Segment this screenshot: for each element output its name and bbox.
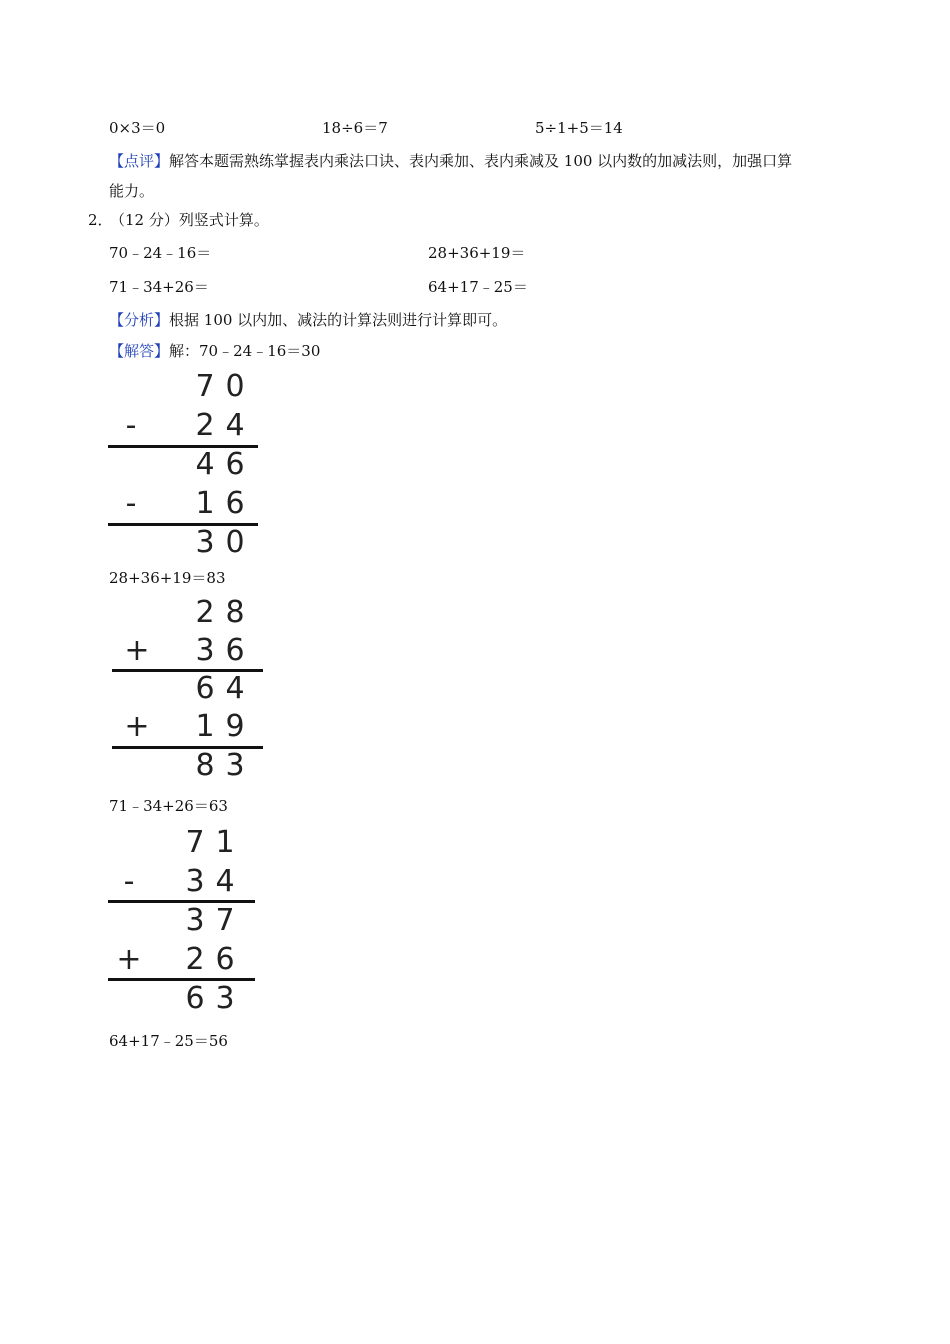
digit: 3 xyxy=(185,903,205,938)
question-item-2: 28+36+19＝ xyxy=(428,244,526,262)
digit: 1 xyxy=(195,486,215,521)
digit: 1 xyxy=(215,825,235,860)
comment-paragraph xyxy=(109,151,792,171)
digit: 8 xyxy=(195,748,215,783)
digit: 3 xyxy=(195,633,215,668)
answer-paragraph xyxy=(109,341,320,361)
digit: 4 xyxy=(225,671,245,706)
equation-18div6: 18÷6＝7 xyxy=(322,119,388,137)
comment-text-line1: 解答本题需熟练掌握表内乘法口诀、表内乘加、表内乘减及 100 以内数的加减法则，加强口算 xyxy=(169,152,793,170)
digit: 6 xyxy=(225,486,245,521)
question-item-1: 70﹣24﹣16＝ xyxy=(109,244,212,262)
digit: 6 xyxy=(195,671,215,706)
plus-sign: + xyxy=(116,942,142,977)
answer-tag: 【解答】 xyxy=(109,342,170,360)
analysis-text: 根据 100 以内加、减法的计算法则进行计算即可。 xyxy=(169,311,508,329)
digit: 4 xyxy=(195,447,215,482)
digit: 9 xyxy=(225,709,245,744)
comment-tag: 【点评】 xyxy=(109,152,170,170)
digit: 3 xyxy=(215,981,235,1016)
plus-sign: + xyxy=(124,709,150,744)
plus-sign: + xyxy=(124,633,150,668)
minus-sign: - xyxy=(123,864,135,899)
equation-result-4: 64+17﹣25＝56 xyxy=(109,1032,228,1050)
digit: 7 xyxy=(215,903,235,938)
digit: 6 xyxy=(225,447,245,482)
digit: 6 xyxy=(215,942,235,977)
question-item-3: 71﹣34+26＝ xyxy=(109,278,209,296)
equation-result-3: 71﹣34+26＝63 xyxy=(109,797,228,815)
digit: 0 xyxy=(225,525,245,560)
vertical-calc-1 xyxy=(108,370,268,565)
digit: 3 xyxy=(185,864,205,899)
comment-text-line2: 能力。 xyxy=(109,182,155,200)
question-title: （12 分）列竖式计算。 xyxy=(110,211,269,229)
digit: 3 xyxy=(195,525,215,560)
digit: 6 xyxy=(185,981,205,1016)
digit: 0 xyxy=(225,369,245,404)
question-number: 2． xyxy=(88,211,113,229)
digit: 8 xyxy=(225,595,245,630)
digit: 4 xyxy=(215,864,235,899)
digit: 7 xyxy=(195,369,215,404)
analysis-tag: 【分析】 xyxy=(109,311,170,329)
digit: 2 xyxy=(195,408,215,443)
digit: 6 xyxy=(225,633,245,668)
equation-5div1plus5: 5÷1+5＝14 xyxy=(535,119,623,137)
digit: 2 xyxy=(195,595,215,630)
vertical-calc-3 xyxy=(108,826,268,1021)
digit: 7 xyxy=(185,825,205,860)
vertical-calc-2 xyxy=(110,596,270,791)
question-item-4: 64+17﹣25＝ xyxy=(428,278,528,296)
answer-prefix: 解：70﹣24﹣16＝30 xyxy=(169,342,321,360)
digit: 4 xyxy=(225,408,245,443)
equation-result-2: 28+36+19＝83 xyxy=(109,569,226,587)
minus-sign: - xyxy=(125,486,137,521)
digit: 2 xyxy=(185,942,205,977)
digit: 3 xyxy=(225,748,245,783)
analysis-paragraph xyxy=(109,310,507,330)
digit: 1 xyxy=(195,709,215,744)
equation-0x3: 0×3＝0 xyxy=(109,119,166,137)
minus-sign: - xyxy=(125,408,137,443)
